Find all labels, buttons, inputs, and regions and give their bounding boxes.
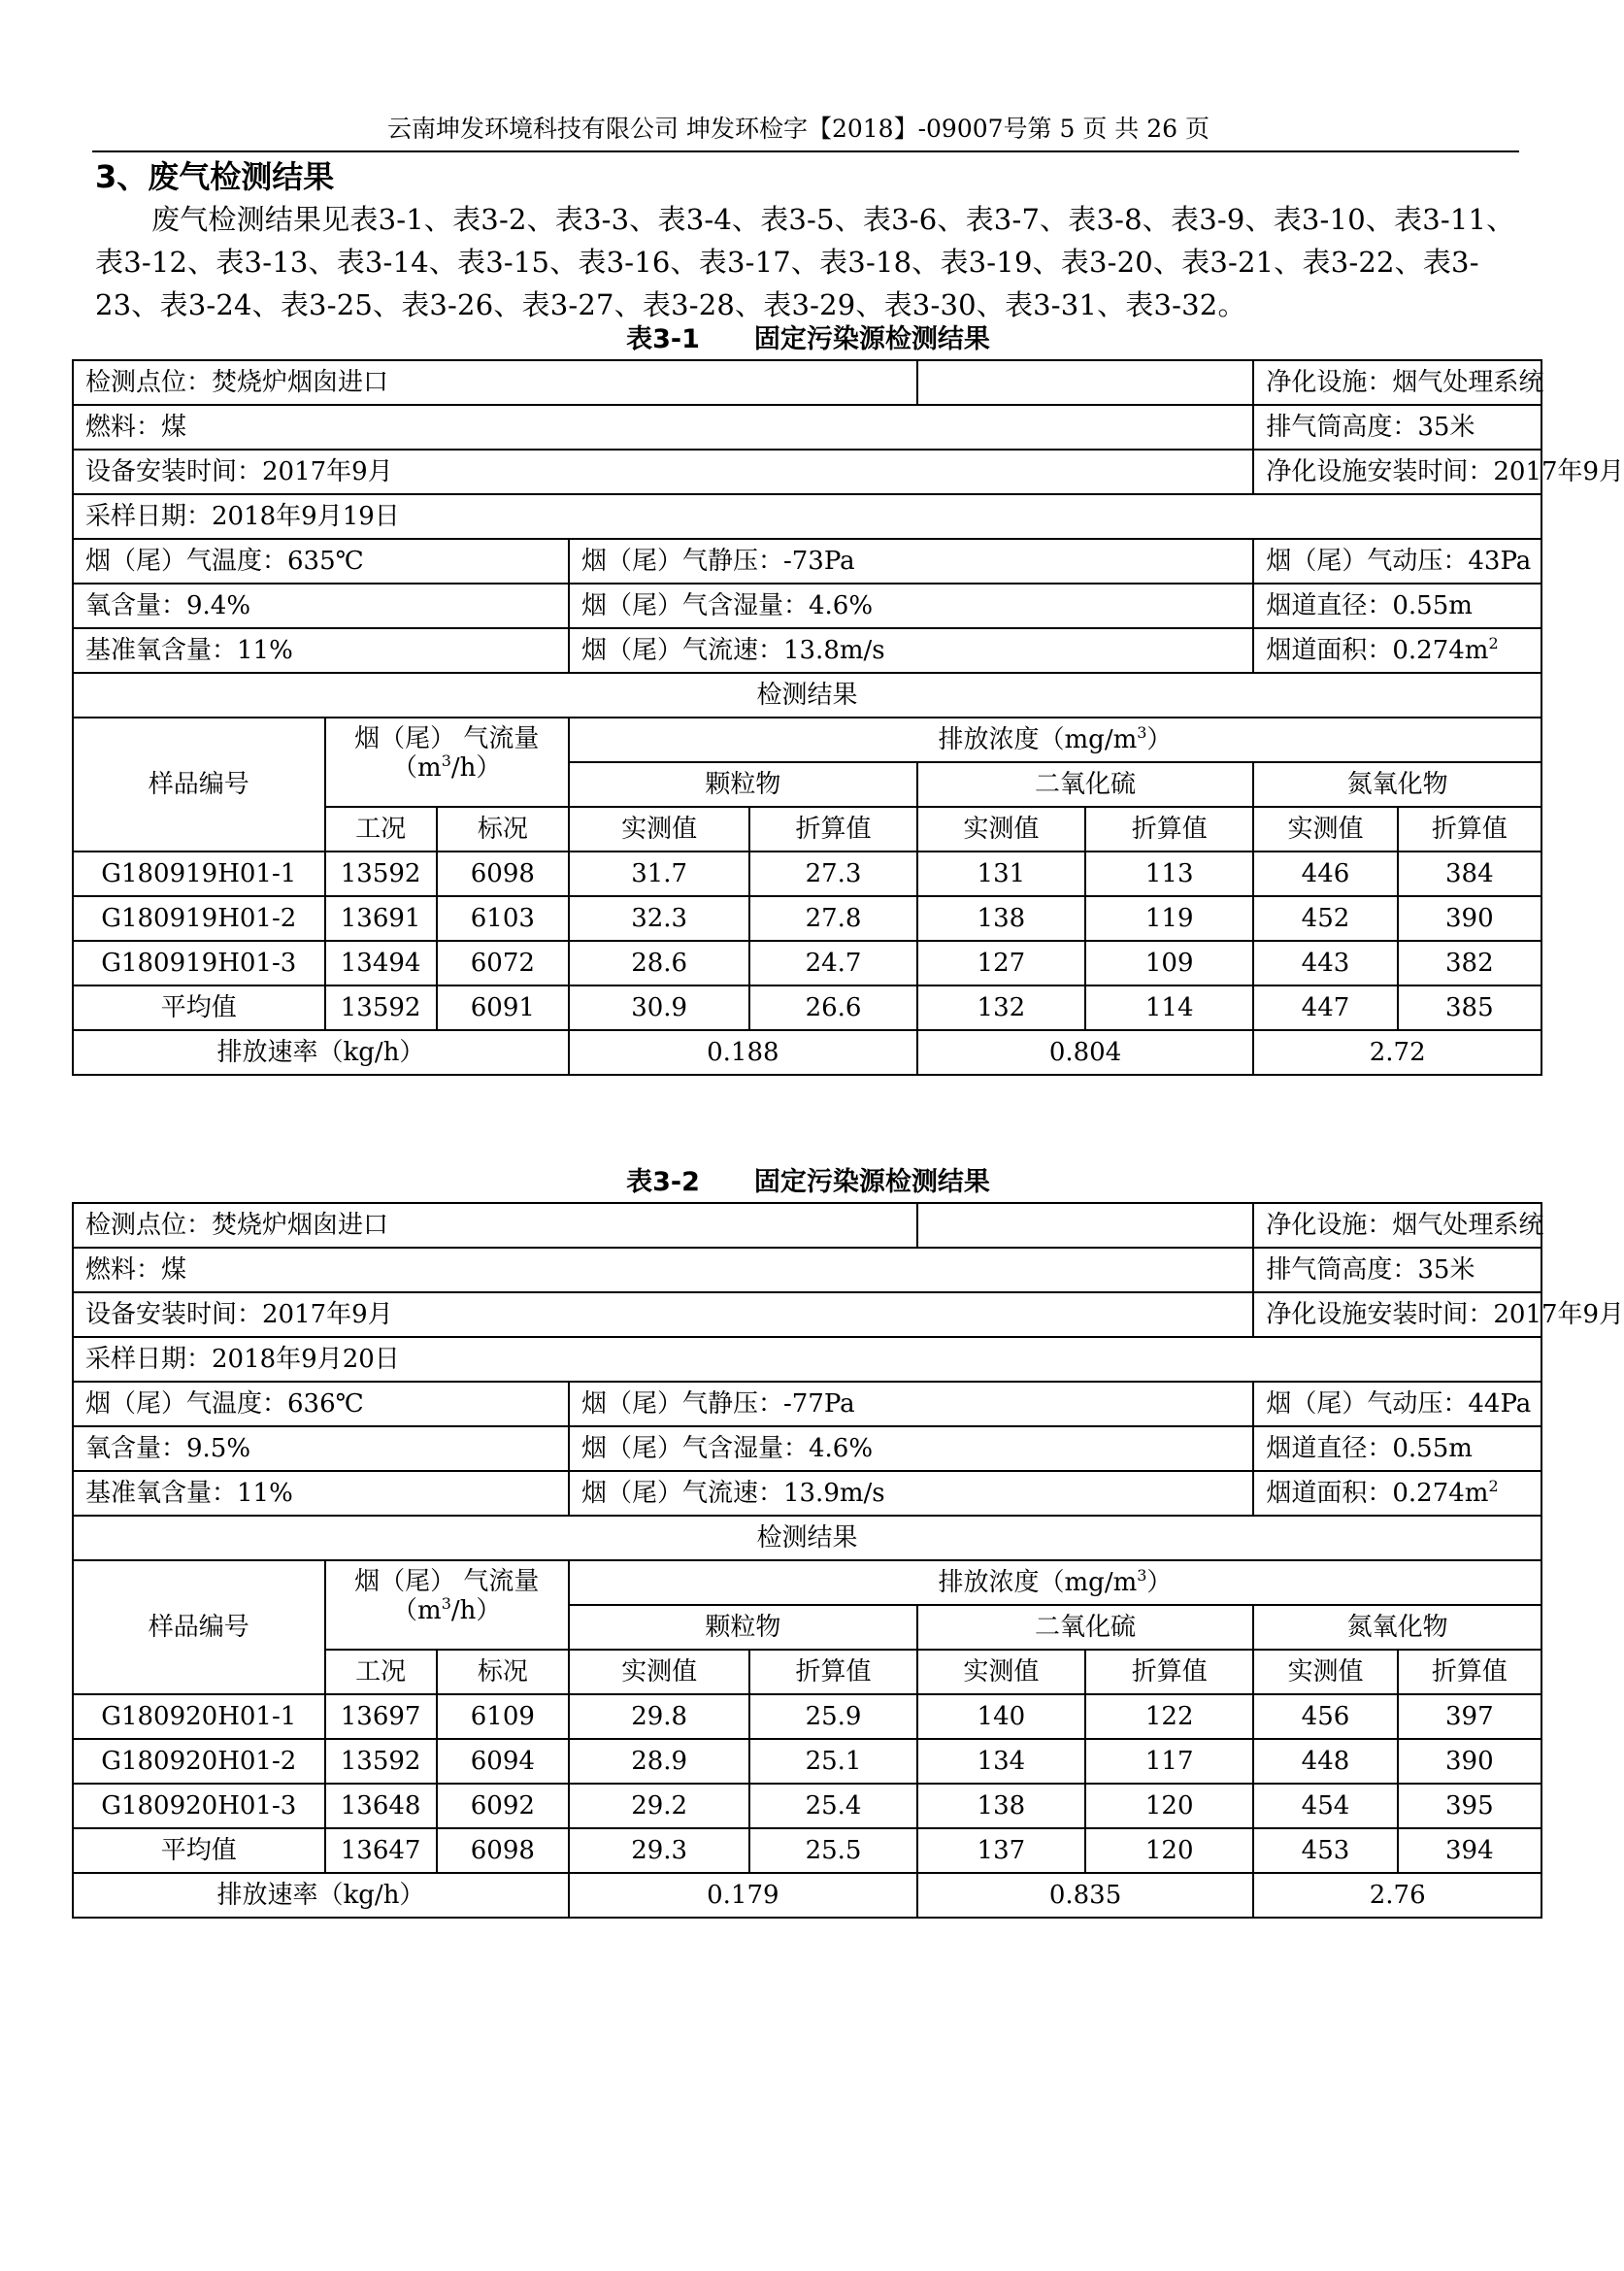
page-header: 云南坤发环境科技有限公司 坤发环检字【2018】-09007号第 5 页 共 26 页 [387,115,1210,143]
facility-install-time: 净化设施安装时间：2017年9月 [1253,450,1541,494]
flow-header-line2: $(m^3/h)$ [392,1594,502,1625]
flow-working: 13494 [325,941,437,985]
pm-converted: 25.4 [749,1784,916,1828]
header-rule [92,150,1519,152]
flow-header [325,1560,569,1650]
table-title: 固定污染源检测结果 [753,1167,990,1197]
nox-measured: 446 [1253,852,1397,896]
so2-converted: 117 [1085,1739,1253,1784]
so2-measured: 132 [917,985,1085,1030]
reference-oxygen: 基准氧含量：11% [73,628,569,673]
so2-converted: 122 [1085,1694,1253,1739]
nox-header: 氮氧化物 [1253,1605,1541,1650]
pm-measured: 32.3 [569,896,749,941]
emission-table [72,359,1624,1076]
moisture-content: 烟（尾）气含湿量：4.6% [569,1426,1253,1471]
working-condition-header: 工况 [325,1650,437,1694]
converted-header: 折算值 [1398,807,1541,852]
nox-measured: 456 [1253,1694,1397,1739]
concentration-header: 排放浓度$(mg/m^3)$ [569,1560,1541,1605]
pm-converted: 24.7 [749,941,916,985]
so2-converted: 113 [1085,852,1253,896]
table-row [73,852,1541,896]
sample-id: G180920H01-3 [73,1784,325,1828]
flue-area [1253,1471,1541,1516]
nox-measured: 452 [1253,896,1397,941]
converted-header: 折算值 [749,1650,916,1694]
pm-measured: 31.7 [569,852,749,896]
stack-height: 排气筒高度：35米 [1253,1248,1541,1292]
flow-working: 13697 [325,1694,437,1739]
results-heading: 检测结果 [73,673,1541,718]
flue-diameter: 烟道直径：0.55m [1253,584,1541,628]
so2-measured: 138 [917,896,1085,941]
table-row [73,1694,1541,1739]
measured-header: 实测值 [917,807,1085,852]
standard-condition-header: 标况 [437,1650,569,1694]
concentration-header: 排放浓度$(mg/m^3)$ [569,718,1541,762]
flue-area-sup: 2 [1488,1477,1499,1495]
flue-gas-velocity: 烟（尾）气流速：13.9m/s [569,1471,1253,1516]
sample-id-header: 样品编号 [73,718,325,852]
pm-header: 颗粒物 [569,762,917,807]
pm-rate: 0.188 [569,1030,917,1075]
so2-converted: 119 [1085,896,1253,941]
facility-install-time: 净化设施安装时间：2017年9月 [1253,1292,1541,1337]
nox-converted: 390 [1398,1739,1541,1784]
oxygen-content: 氧含量：9.5% [73,1426,569,1471]
so2-converted: 120 [1085,1828,1253,1873]
flow-working: 13648 [325,1784,437,1828]
measured-header: 实测值 [1253,1650,1397,1694]
nox-measured: 443 [1253,941,1397,985]
reference-oxygen: 基准氧含量：11% [73,1471,569,1516]
flow-header-line1: 烟（尾） 气流量 [354,724,540,753]
pm-converted: 27.8 [749,896,916,941]
moisture-content: 烟（尾）气含湿量：4.6% [569,584,1253,628]
oxygen-content: 氧含量：9.4% [73,584,569,628]
pm-measured: 28.6 [569,941,749,985]
emission-rate-label: 排放速率（kg/h） [73,1030,569,1075]
converted-header: 折算值 [1085,807,1253,852]
average-row [73,985,1541,1030]
average-row [73,1828,1541,1873]
average-label: 平均值 [73,1828,325,1873]
table-caption [73,1165,1543,1200]
measured-header: 实测值 [569,1650,749,1694]
empty-cell [917,1203,1254,1248]
section-title: 3、废气检测结果 [95,158,335,195]
emission-rate-row [73,1873,1541,1918]
sample-id: G180919H01-2 [73,896,325,941]
purification-facility: 净化设施：烟气处理系统 [1253,360,1541,405]
sampling-date: 采样日期：2018年9月19日 [73,494,1541,539]
flow-working: 13592 [325,1739,437,1784]
nox-converted: 397 [1398,1694,1541,1739]
nox-converted: 384 [1398,852,1541,896]
table-number: 表3-2 [626,1167,700,1197]
empty-cell [917,360,1254,405]
nox-measured: 454 [1253,1784,1397,1828]
flue-gas-temperature: 烟（尾）气温度：635℃ [73,539,569,584]
nox-converted: 390 [1398,896,1541,941]
flue-gas-velocity: 烟（尾）气流速：13.8m/s [569,628,1253,673]
pm-converted: 25.9 [749,1694,916,1739]
so2-measured: 127 [917,941,1085,985]
equipment-install-time: 设备安装时间：2017年9月 [73,450,1253,494]
so2-rate: 0.804 [917,1030,1254,1075]
flue-area [1253,628,1541,673]
sample-id: G180919H01-1 [73,852,325,896]
table-row [73,1784,1541,1828]
static-pressure: 烟（尾）气静压：-73Pa [569,539,1253,584]
average-label: 平均值 [73,985,325,1030]
sample-id: G180920H01-1 [73,1694,325,1739]
so2-header: 二氧化硫 [917,762,1254,807]
fuel: 燃料：煤 [73,405,1253,450]
flow-working: 13592 [325,985,437,1030]
dynamic-pressure: 烟（尾）气动压：44Pa [1253,1382,1541,1426]
sample-id: G180920H01-2 [73,1739,325,1784]
monitoring-point: 检测点位：焚烧炉烟囱进口 [73,1203,917,1248]
emission-rate-label: 排放速率（kg/h） [73,1873,569,1918]
so2-measured: 134 [917,1739,1085,1784]
nox-converted: 385 [1398,985,1541,1030]
monitoring-point: 检测点位：焚烧炉烟囱进口 [73,360,917,405]
fuel: 燃料：煤 [73,1248,1253,1292]
flow-standard: 6072 [437,941,569,985]
flue-gas-temperature: 烟（尾）气温度：636℃ [73,1382,569,1426]
nox-measured: 448 [1253,1739,1397,1784]
flow-standard: 6098 [437,1828,569,1873]
table-number: 表3-1 [626,324,700,354]
sampling-date: 采样日期：2018年9月20日 [73,1337,1541,1382]
flow-standard: 6092 [437,1784,569,1828]
so2-converted: 109 [1085,941,1253,985]
flow-standard: 6109 [437,1694,569,1739]
measured-header: 实测值 [1253,807,1397,852]
flow-header-line1: 烟（尾） 气流量 [354,1567,540,1596]
nox-converted: 395 [1398,1784,1541,1828]
working-condition-header: 工况 [325,807,437,852]
so2-converted: 114 [1085,985,1253,1030]
pm-measured: 29.8 [569,1694,749,1739]
nox-rate: 2.76 [1253,1873,1541,1918]
nox-measured: 447 [1253,985,1397,1030]
pm-converted: 26.6 [749,985,916,1030]
stack-height: 排气筒高度：35米 [1253,405,1541,450]
measured-header: 实测值 [569,807,749,852]
flow-header [325,718,569,807]
sample-id: G180919H01-3 [73,941,325,985]
standard-condition-header: 标况 [437,807,569,852]
sample-id-header: 样品编号 [73,1560,325,1694]
nox-converted: 382 [1398,941,1541,985]
flow-standard: 6103 [437,896,569,941]
pm-converted: 25.1 [749,1739,916,1784]
flow-working: 13691 [325,896,437,941]
so2-rate: 0.835 [917,1873,1254,1918]
flow-working: 13592 [325,852,437,896]
static-pressure: 烟（尾）气静压：-77Pa [569,1382,1253,1426]
nox-rate: 2.72 [1253,1030,1541,1075]
intro-paragraph: 废气检测结果见表3-1、表3-2、表3-3、表3-4、表3-5、表3-6、表3-7、表3-8、表3-9、表3-10、表3-11、表3-12、表3-13、表3-14、表3-15、表3-16、表3-17、表3-18、表3-19、表3-20、表3-21、表3-22、表3-23、表3-24、表3-25、表3-26、表3-27、表3-28、表3-29、表3-30、表3-31、表3-32。 [95,203,1515,321]
so2-header: 二氧化硫 [917,1605,1254,1650]
pm-measured: 30.9 [569,985,749,1030]
so2-measured: 138 [917,1784,1085,1828]
flow-standard: 6098 [437,852,569,896]
pm-rate: 0.179 [569,1873,917,1918]
flow-working: 13647 [325,1828,437,1873]
table-row [73,941,1541,985]
pm-header: 颗粒物 [569,1605,917,1650]
table-row [73,1739,1541,1784]
table-row [73,896,1541,941]
pm-measured: 29.3 [569,1828,749,1873]
flue-area-text: 烟道面积：0.274m [1266,1479,1489,1508]
results-heading: 检测结果 [73,1516,1541,1560]
emission-rate-row [73,1030,1541,1075]
so2-measured: 137 [917,1828,1085,1873]
so2-measured: 140 [917,1694,1085,1739]
purification-facility: 净化设施：烟气处理系统 [1253,1203,1541,1248]
nox-measured: 453 [1253,1828,1397,1873]
flow-standard: 6091 [437,985,569,1030]
converted-header: 折算值 [1398,1650,1541,1694]
nox-converted: 394 [1398,1828,1541,1873]
table-title: 固定污染源检测结果 [753,324,990,354]
pm-converted: 25.5 [749,1828,916,1873]
nox-header: 氮氧化物 [1253,762,1541,807]
so2-converted: 120 [1085,1784,1253,1828]
measured-header: 实测值 [917,1650,1085,1694]
flue-diameter: 烟道直径：0.55m [1253,1426,1541,1471]
so2-measured: 131 [917,852,1085,896]
equipment-install-time: 设备安装时间：2017年9月 [73,1292,1253,1337]
table-caption [73,322,1543,357]
converted-header: 折算值 [1085,1650,1253,1694]
flue-area-sup: 2 [1488,634,1499,652]
flow-standard: 6094 [437,1739,569,1784]
flue-area-text: 烟道面积：0.274m [1266,636,1489,665]
emission-table [72,1202,1624,1919]
pm-converted: 27.3 [749,852,916,896]
pm-measured: 28.9 [569,1739,749,1784]
dynamic-pressure: 烟（尾）气动压：43Pa [1253,539,1541,584]
converted-header: 折算值 [749,807,916,852]
flow-header-line2: $(m^3/h)$ [392,751,502,783]
pm-measured: 29.2 [569,1784,749,1828]
